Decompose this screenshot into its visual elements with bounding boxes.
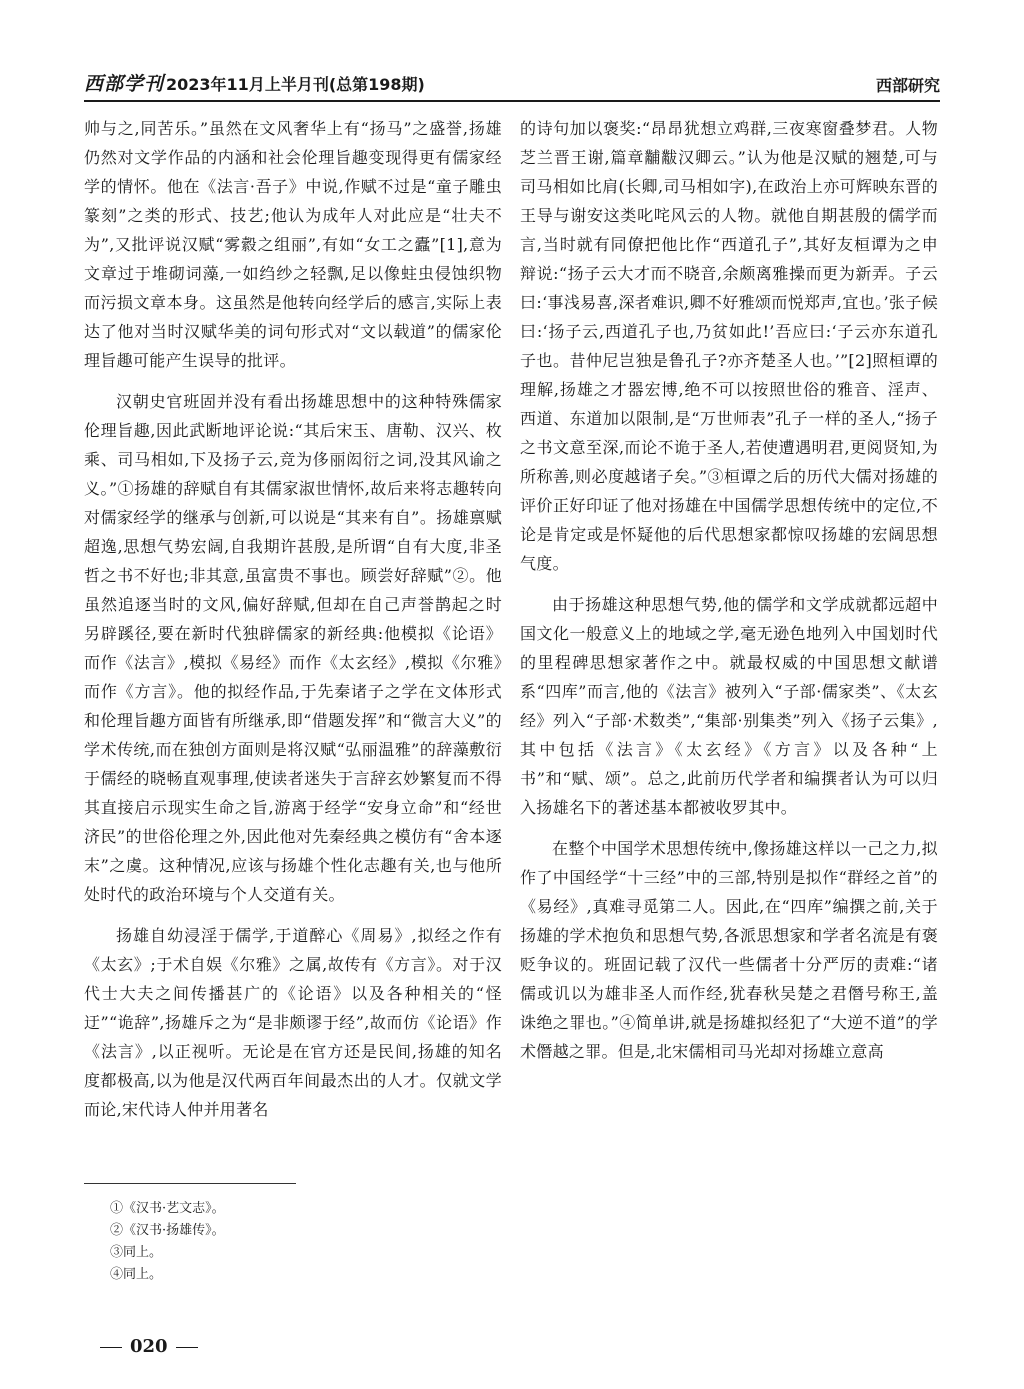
paragraph: 汉朝史官班固并没有看出扬雄思想中的这种特殊儒家伦理旨趣,因此武断地评论说:“其后宋玉、唐勒、汉兴、枚乘、司马相如,下及扬子云,竞为侈丽闳衍之词,没其风谕之义。”①扬雄的辞赋自有其儒家淑世情怀,故后来将志趣转向对儒家经学的继承与创新,可以说是“其来有自”。扬雄禀赋超逸,思想气势宏阔,自我期许甚殷,是所谓“自有大度,非圣哲之书不好也;非其意,虽富贵不事也。顾尝好辞赋”②。他虽然追逐当时的文风,偏好辞赋,但却在自己声誉鹊起之时另辟蹊径,要在新时代独辟儒家的新经典:他模拟《论语》而作《法言》,模拟《易经》而作《太玄经》,模拟《尔雅》而作《方言》。他的拟经作品,于先秦诸子之学在文体形式和伦理旨趣方面皆有所继承,即“借题发挥”和“微言大义”的学术传统,而在独创方面则是将汉赋“弘丽温雅”的辞藻敷衍于儒经的晓畅直观事理,使读者迷失于言辞玄妙繁复而不得其直接启示现实生命之旨,游离于经学“安身立命”和“经世济民”的世俗伦理之外,因此他对先秦经典之模仿有“舍本逐末”之虞。这种情况,应该与扬雄个性化志趣有关,也与他所处时代的政治环境与个人交道有关。 bbox=[84, 392, 502, 904]
page-number: 020 bbox=[130, 1336, 168, 1357]
section-title: 西部研究 bbox=[875, 76, 940, 95]
journal-name: 西部学刊 bbox=[84, 73, 165, 95]
paragraph: 扬雄自幼浸淫于儒学,于道醉心《周易》,拟经之作有《太玄》;于术自娱《尔雅》之属,故传有《方言》。对于汉代士大夫之间传播甚广的《论语》以及各种相关的“怪迂”“诡辞”,扬雄斥之为“是非颇谬于经”,故而仿《论语》作《法言》,以正视听。无论是在官方还是民间,扬雄的知名度都极高,以为他是汉代两百年间最杰出的人才。仅就文学而论,宋代诗人仲并用著名 bbox=[84, 926, 502, 1119]
paragraph: 由于扬雄这种思想气势,他的儒学和文学成就都远超中国文化一般意义上的地域之学,毫无逊色地列入中国划时代的里程碑思想家著作之中。就最权威的中国思想文献谱系“四库”而言,他的《法言》被列入“子部·儒家类”、《太玄经》列入“子部·术数类”,“集部·别集类”列入《扬子云集》,其中包括《法言》《太玄经》《方言》以及各种“上书”和“赋、颂”。总之,此前历代学者和编撰者认为可以归入扬雄名下的著述基本都被收罗其中。 bbox=[520, 595, 938, 817]
footnotes bbox=[110, 1198, 225, 1286]
right-column bbox=[520, 114, 938, 1066]
left-column bbox=[84, 114, 502, 1124]
dash-left bbox=[100, 1347, 122, 1348]
paragraph: 在整个中国学术思想传统中,像扬雄这样以一己之力,拟作了中国经学“十三经”中的三部,特别是拟作“群经之首”的《易经》,真难寻觅第二人。因此,在“四库”编撰之前,关于扬雄的学术抱负和思想气势,各派思想家和学者名流是有褒贬争议的。班固记载了汉代一些儒者十分严厉的责难:“诸儒或讥以为雄非圣人而作经,犹春秋吴楚之君僭号称王,盖诛绝之罪也。”④简单讲,就是扬雄拟经犯了“大逆不道”的学术僭越之罪。但是,北宋儒相司马光却对扬雄立意高 bbox=[520, 839, 938, 1061]
page-number-block bbox=[92, 1336, 206, 1357]
footnote-divider bbox=[84, 1183, 296, 1184]
footnote: ①《汉书·艺文志》。 bbox=[110, 1201, 225, 1216]
footnote: ③同上。 bbox=[110, 1245, 163, 1260]
footnote: ②《汉书·扬雄传》。 bbox=[110, 1223, 225, 1238]
header-left bbox=[84, 69, 425, 96]
dash-right bbox=[176, 1347, 198, 1348]
issue-info: 2023年11月上半月刊(总第198期) bbox=[166, 75, 425, 94]
paragraph: 的诗句加以褒奖:“昂昂犹想立鸡群,三夜寒窗叠梦君。人物芝兰晋王谢,篇章黼黻汉卿云。”认为他是汉赋的翘楚,可与司马相如比肩(长卿,司马相如字),在政治上亦可辉映东晋的王导与谢安这类叱咤风云的人物。就他自期甚殷的儒学而言,当时就有同僚把他比作“西道孔子”,其好友桓谭为之申辩说:“扬子云大才而不晓音,余颇离雅操而更为新弄。子云曰:‘事浅易喜,深者难识,卿不好雅颂而悦郑声,宜也。’张子候曰:‘扬子云,西道孔子也,乃贫如此!’吾应曰:‘子云亦东道孔子也。昔仲尼岂独是鲁孔子?亦齐楚圣人也。’”[2]照桓谭的理解,扬雄之才器宏博,绝不可以按照世俗的雅音、淫声、西道、东道加以限制,是“万世师表”孔子一样的圣人,“扬子之书文意至深,而论不诡于圣人,若使遭遇明君,更阅贤知,为所称善,则必度越诸子矣。”③桓谭之后的历代大儒对扬雄的评价正好印证了他对扬雄在中国儒学思想传统中的定位,不论是肯定或是怀疑他的后代思想家都惊叹扬雄的宏阔思想气度。 bbox=[520, 119, 938, 573]
page-header bbox=[84, 70, 940, 102]
footnote: ④同上。 bbox=[110, 1267, 163, 1282]
paragraph: 帅与之,同苦乐。”虽然在文风奢华上有“扬马”之盛誉,扬雄仍然对文学作品的内涵和社会伦理旨趣变现得更有儒家经学的情怀。他在《法言·吾子》中说,作赋不过是“童子雕虫篆刻”之类的形式、技艺;他认为成年人对此应是“壮夫不为”,又批评说汉赋“雾縠之组丽”,有如“女工之蠹”[1],意为文章过于堆砌词藻,一如绉纱之轻飘,足以像蛀虫侵蚀织物而污损文章本身。这虽然是他转向经学后的感言,实际上表达了他对当时汉赋华美的词句形式对“文以载道”的儒家伦理旨趣可能产生误导的批评。 bbox=[84, 119, 502, 370]
